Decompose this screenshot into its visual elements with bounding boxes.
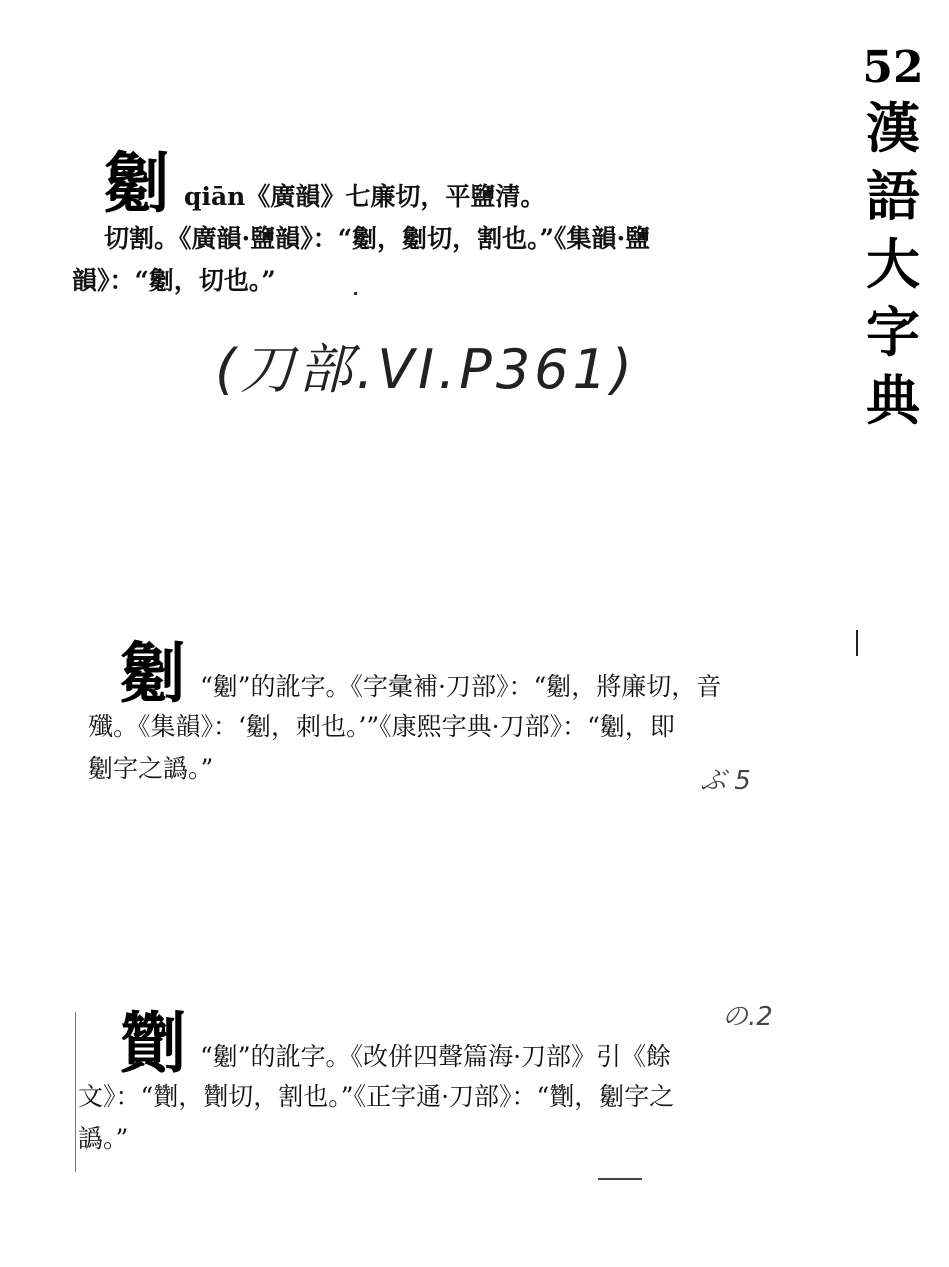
definition-line: 切割。《廣韻·鹽韻》：“劖，劖切，割也。”《集韻·鹽	[104, 224, 651, 253]
stray-mark	[354, 292, 357, 295]
head-character: 劖	[120, 634, 186, 712]
definition-line: 文》：“劗，劗切，割也。”《正字通·刀部》：“劗，劖字之	[78, 1082, 675, 1111]
dictionary-entry	[72, 144, 651, 302]
dictionary-entry	[78, 1004, 675, 1160]
underline-mark	[598, 1178, 642, 1180]
side-label-char: 大	[866, 232, 920, 296]
pronunciation-line: qiān《廣韻》七廉切，平鹽清。	[184, 182, 546, 211]
handwritten-note: (刀部.VI.P361)	[215, 338, 636, 401]
head-character: 劗	[120, 1004, 186, 1082]
dictionary-side-label	[858, 42, 928, 434]
side-label-char: 典	[866, 368, 920, 432]
definition-line: 譌。”	[78, 1124, 129, 1153]
side-label-char: 漢	[866, 96, 920, 160]
dictionary-entry	[88, 634, 722, 790]
definition-line: “劖”的訛字。《字彙補·刀部》：“劖，將廉切，音	[200, 672, 722, 701]
entry-head	[120, 634, 722, 712]
side-label-char: 語	[866, 164, 920, 228]
entry-head	[104, 144, 650, 222]
definition-line: 韻》：“劖，切也。”	[72, 266, 276, 295]
definition-line: “劖”的訛字。《改併四聲篇海·刀部》引《餘	[200, 1042, 672, 1071]
definition-line: 劖字之譌。”	[88, 754, 214, 783]
handwritten-mark: ぶ 5	[700, 766, 751, 796]
entry-head	[120, 1004, 674, 1082]
definition-line: 殲。《集韻》：‘劖，刺也。’”《康熙字典·刀部》：“劖，即	[88, 712, 675, 741]
clipping-edge-line	[75, 1012, 76, 1172]
margin-mark	[856, 630, 858, 656]
page-number: 52	[862, 42, 924, 93]
handwritten-mark: の.2	[722, 1002, 773, 1032]
head-character: 劖	[104, 144, 170, 222]
side-label-char: 字	[866, 300, 920, 364]
